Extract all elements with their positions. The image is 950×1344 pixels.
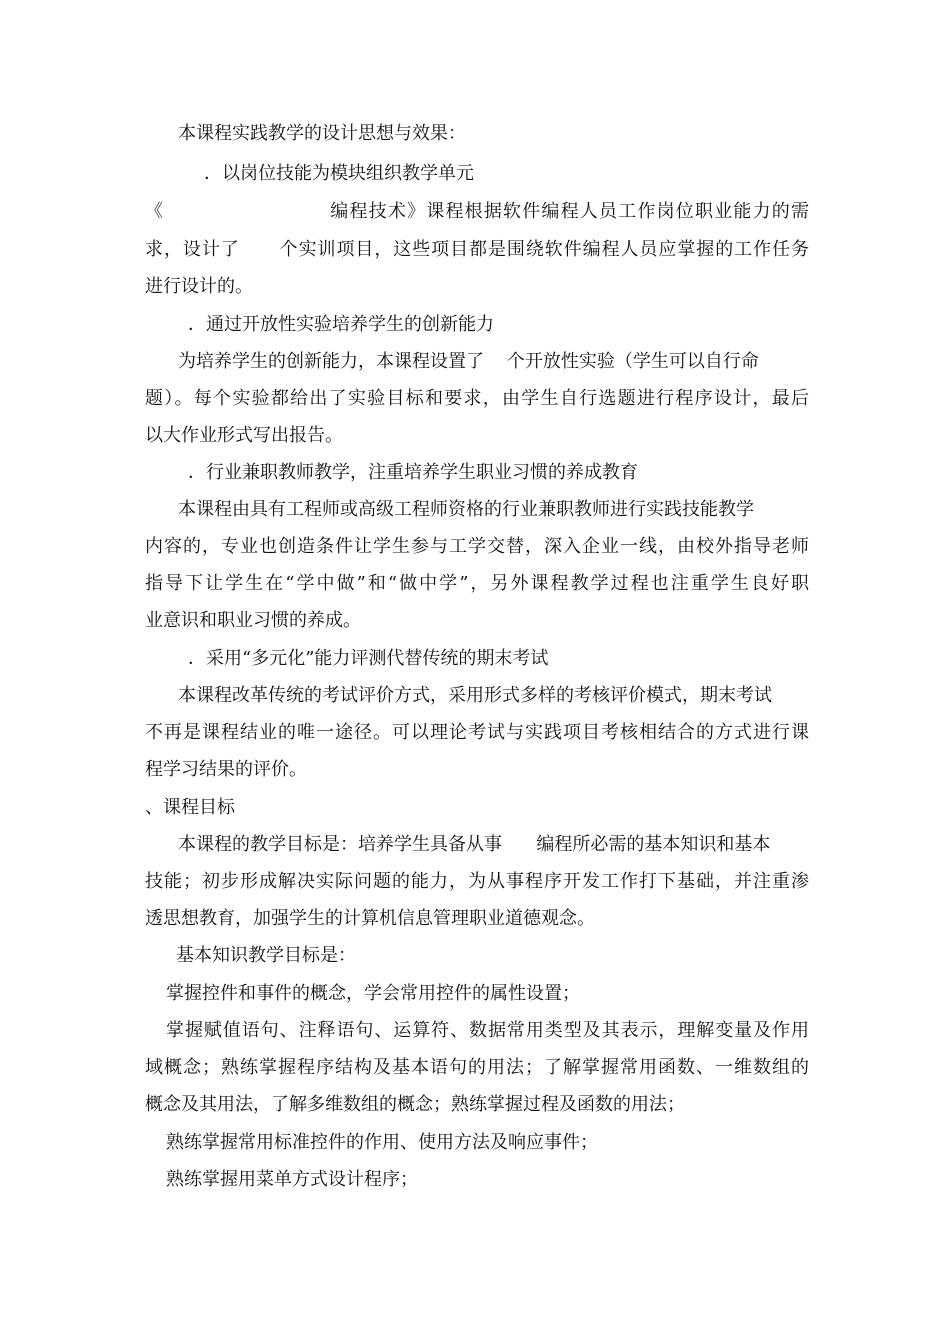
- section-4-line-1: 本课程改革传统的考试评价方式，采用形式多样的考核评价模式，期末考试: [178, 685, 772, 706]
- intro-line: 本课程实践教学的设计思想与效果：: [178, 123, 466, 144]
- section-3-heading: ．行业兼职教师教学，注重培养学生职业习惯的养成教育: [188, 462, 638, 483]
- goal-line-1: 本课程的教学目标是：培养学生具备从事 编程所必需的基本知识和基本: [178, 834, 771, 855]
- section-4-line-2: 不再是课程结业的唯一途径。可以理论考试与实践项目考核相结合的方式进行课: [145, 722, 809, 743]
- section-2-line-1: 为培养学生的创新能力，本课程设置了 个开放性实验（学生可以自行命: [178, 351, 759, 372]
- section-2-line-3: 以大作业形式写出报告。: [145, 425, 343, 446]
- goal-line-2: 技能；初步形成解决实际问题的能力，为从事程序开发工作打下基础，并注重渗: [145, 871, 809, 892]
- section-4-heading: ．采用“多元化”能力评测代替传统的期末考试: [188, 648, 549, 669]
- section-1-line-2: 求，设计了 个实训项目，这些项目都是围绕软件编程人员应掌握的工作任务: [145, 239, 809, 260]
- knowledge-item-2-cont-1: 域概念；熟练掌握程序结构及基本语句的用法；了解掌握常用函数、一维数组的: [145, 1057, 809, 1078]
- section-3-line-2: 内容的，专业也创造条件让学生参与工学交替，深入企业一线，由校外指导老师: [145, 536, 809, 557]
- section-1-heading: ．以岗位技能为模块组织教学单元: [204, 163, 474, 184]
- knowledge-heading: 基本知识教学目标是：: [176, 945, 356, 966]
- goal-heading: 、课程目标: [145, 797, 235, 818]
- section-3-line-4: 业意识和职业习惯的养成。: [145, 610, 361, 631]
- knowledge-item-2: 掌握赋值语句、注释语句、运算符、数据常用类型及其表示，理解变量及作用: [166, 1020, 809, 1041]
- section-3-line-1: 本课程由具有工程师或高级工程师资格的行业兼职教师进行实践技能教学: [178, 499, 754, 520]
- knowledge-item-1: 掌握控件和事件的概念，学会常用控件的属性设置；: [166, 983, 580, 1004]
- section-3-line-3: 指导下让学生在“学中做”和“做中学”，另外课程教学过程也注重学生良好职: [145, 573, 809, 594]
- section-1-line-1: 《 编程技术》课程根据软件编程人员工作岗位职业能力的需: [145, 201, 809, 222]
- knowledge-item-4: 熟练掌握用菜单方式设计程序；: [166, 1169, 418, 1190]
- section-2-heading: ．通过开放性实验培养学生的创新能力: [188, 314, 494, 335]
- section-2-line-2: 题）。每个实验都给出了实验目标和要求，由学生自行选题进行程序设计，最后: [145, 388, 809, 409]
- section-4-line-3: 程学习结果的评价。: [145, 759, 307, 780]
- knowledge-item-2-cont-2: 概念及其用法，了解多维数组的概念；熟练掌握过程及函数的用法；: [145, 1094, 685, 1115]
- knowledge-item-3: 熟练掌握常用标准控件的作用、使用方法及响应事件；: [166, 1132, 598, 1153]
- goal-line-3: 透思想教育，加强学生的计算机信息管理职业道德观念。: [145, 908, 595, 929]
- section-1-line-3: 进行设计的。: [145, 276, 253, 297]
